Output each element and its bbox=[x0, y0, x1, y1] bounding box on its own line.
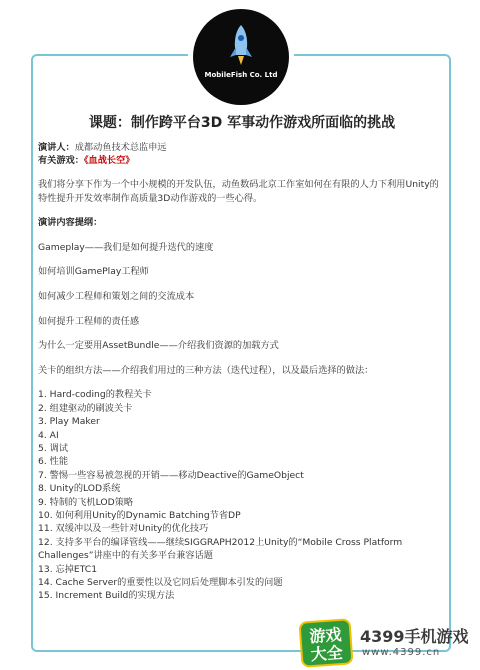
outline-list bbox=[38, 388, 446, 603]
list-item: 15. Increment Build的实现方法 bbox=[38, 590, 175, 602]
list-item: 5. 调试 bbox=[38, 442, 69, 454]
intro-paragraph: 我们将分享下作为一个中小规模的开发队伍，动鱼数码北京工作室如何在有限的人力下利用Unity的特性提升开发效率制作高质量3D动作游戏的一些心得。 bbox=[38, 179, 439, 204]
game-line bbox=[38, 154, 446, 167]
list-item: 3. Play Maker bbox=[38, 416, 100, 428]
paragraph-6: 关卡的组织方法——介绍我们用过的三种方法（迭代过程），以及最后选择的做法： bbox=[38, 364, 374, 376]
list-item: 1. Hard-coding的教程关卡 bbox=[38, 389, 152, 401]
watermark-name: 4399手机游戏 bbox=[360, 627, 469, 646]
watermark-badge bbox=[298, 618, 353, 668]
logo-circle bbox=[193, 9, 289, 105]
list-item: 6. 性能 bbox=[38, 456, 69, 468]
paragraph-3: 如何减少工程师和策划之间的交流成本 bbox=[38, 290, 195, 302]
paragraph-4: 如何提升工程师的责任感 bbox=[38, 315, 140, 327]
paragraph-1: Gameplay——我们是如何提升迭代的速度 bbox=[38, 241, 214, 253]
speaker-label: 演讲人： bbox=[38, 142, 75, 153]
outline-label: 演讲内容提纲： bbox=[38, 217, 103, 229]
article-title: 课题：制作跨平台3D 军事动作游戏所面临的挑战 bbox=[88, 115, 396, 131]
list-item: 12. 支持多平台的编译管线——继续SIGGRAPH2012上Unity的“Mobile Cross Platform Challenges”讲座中的有关多平台兼容话题 bbox=[38, 536, 403, 562]
speaker-line bbox=[38, 141, 446, 154]
logo-text: MobileFish Co. Ltd bbox=[204, 71, 278, 79]
company-logo bbox=[188, 4, 294, 110]
paragraph-2: 如何培训GamePlay工程师 bbox=[38, 266, 149, 278]
watermark-url: www.4399.cn bbox=[362, 647, 441, 658]
list-item: 8. Unity的LOD系统 bbox=[38, 483, 121, 495]
list-item: 11. 双缓冲以及一些针对Unity的优化技巧 bbox=[38, 523, 209, 535]
game-label: 有关游戏： bbox=[38, 155, 84, 166]
list-item: 10. 如何利用Unity的Dynamic Batching节省DP bbox=[38, 510, 241, 521]
list-item: 14. Cache Server的重要性以及它同后处理脚本引发的问题 bbox=[38, 577, 283, 589]
list-item: 13. 忘掉ETC1 bbox=[38, 563, 98, 575]
list-item: 7. 警惕一些容易被忽视的开销——移动Deactive的GameObject bbox=[38, 469, 304, 481]
badge-line-1: 游戏 bbox=[308, 624, 343, 647]
list-item: 4. AI bbox=[38, 429, 59, 441]
list-item: 9. 特制的飞机LOD策略 bbox=[38, 496, 134, 508]
list-item: 2. 组建驱动的刷波关卡 bbox=[38, 402, 133, 414]
paragraph-5: 为什么一定要用AssetBundle——介绍我们资源的加载方式 bbox=[38, 340, 279, 352]
watermark bbox=[300, 620, 478, 668]
game-link[interactable]: 《血战长空》 bbox=[83, 155, 135, 166]
article-content bbox=[38, 114, 446, 603]
badge-line-2: 大全 bbox=[310, 642, 344, 665]
speaker-value: 成都动鱼技术总监申远 bbox=[74, 142, 167, 153]
rocket-icon bbox=[226, 23, 256, 67]
